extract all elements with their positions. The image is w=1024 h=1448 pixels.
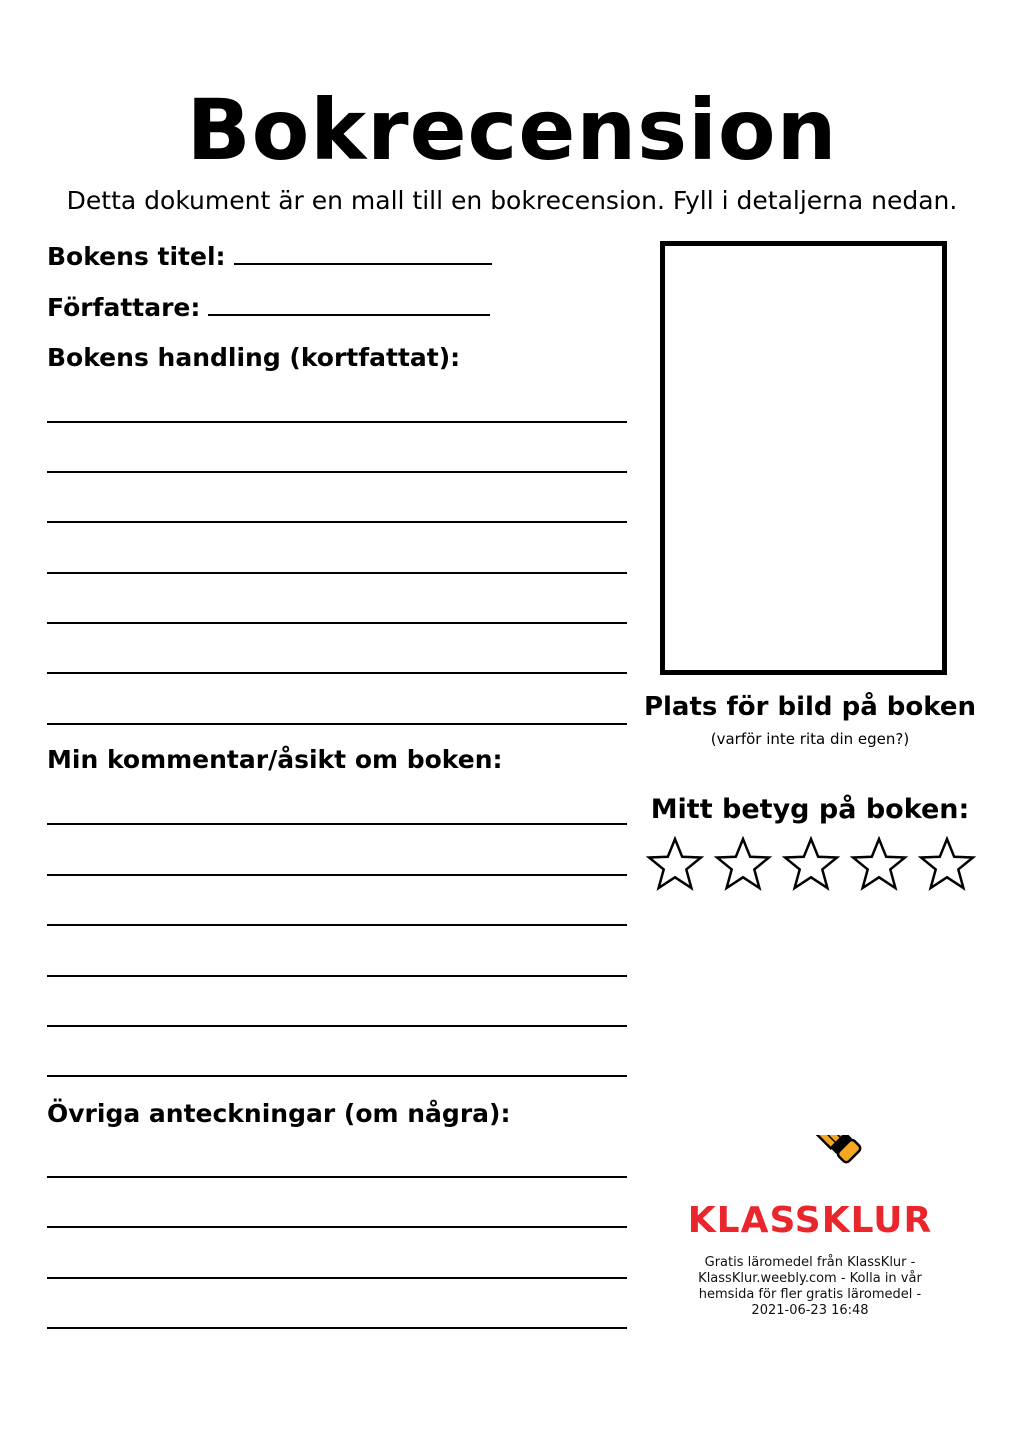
page-title: Bokrecension bbox=[186, 81, 838, 179]
comment-line[interactable] bbox=[47, 1075, 627, 1077]
rating-heading: Mitt betyg på boken: bbox=[650, 794, 970, 825]
star-outline-icon[interactable] bbox=[646, 836, 704, 894]
plot-line[interactable] bbox=[47, 622, 627, 624]
plot-label: Bokens handling (kortfattat): bbox=[47, 343, 461, 372]
author-input-line[interactable] bbox=[208, 292, 490, 316]
book-title-field bbox=[47, 241, 492, 273]
klassklur-logo bbox=[680, 1135, 940, 1245]
notes-line[interactable] bbox=[47, 1226, 627, 1228]
star-outline-icon[interactable] bbox=[850, 836, 908, 894]
book-title-input-line[interactable] bbox=[234, 241, 492, 265]
comment-line[interactable] bbox=[47, 975, 627, 977]
comment-label: Min kommentar/åsikt om boken: bbox=[47, 745, 503, 774]
picture-subcaption: (varför inte rita din egen?) bbox=[710, 730, 910, 748]
plot-line[interactable] bbox=[47, 421, 627, 423]
page-subtitle: Detta dokument är en mall till en bokrecension. Fyll i detaljerna nedan. bbox=[66, 186, 958, 215]
star-outline-icon[interactable] bbox=[782, 836, 840, 894]
notes-line[interactable] bbox=[47, 1277, 627, 1279]
book-title-label: Bokens titel: bbox=[47, 242, 226, 271]
author-label: Författare: bbox=[47, 293, 201, 322]
star-outline-icon[interactable] bbox=[918, 836, 976, 894]
logo-text: KLASSKLUR bbox=[687, 1200, 933, 1241]
comment-line[interactable] bbox=[47, 823, 627, 825]
comment-line[interactable] bbox=[47, 924, 627, 926]
rating-stars bbox=[646, 836, 976, 896]
footer-text: Gratis läromedel från KlassKlur - KlassKlur.weebly.com - Kolla in vår hemsida för fler gratis läromedel - 2021-06-23 16:48 bbox=[698, 1255, 922, 1318]
plot-line[interactable] bbox=[47, 723, 627, 725]
comment-line[interactable] bbox=[47, 874, 627, 876]
notes-label: Övriga anteckningar (om några): bbox=[47, 1099, 511, 1128]
plot-line[interactable] bbox=[47, 572, 627, 574]
star-outline-icon[interactable] bbox=[714, 836, 772, 894]
plot-line[interactable] bbox=[47, 471, 627, 473]
picture-caption: Plats för bild på boken bbox=[643, 692, 977, 722]
author-field bbox=[47, 292, 490, 324]
book-picture-box[interactable] bbox=[660, 241, 947, 675]
plot-line[interactable] bbox=[47, 672, 627, 674]
comment-line[interactable] bbox=[47, 1025, 627, 1027]
notes-line[interactable] bbox=[47, 1327, 627, 1329]
notes-line[interactable] bbox=[47, 1176, 627, 1178]
plot-line[interactable] bbox=[47, 521, 627, 523]
